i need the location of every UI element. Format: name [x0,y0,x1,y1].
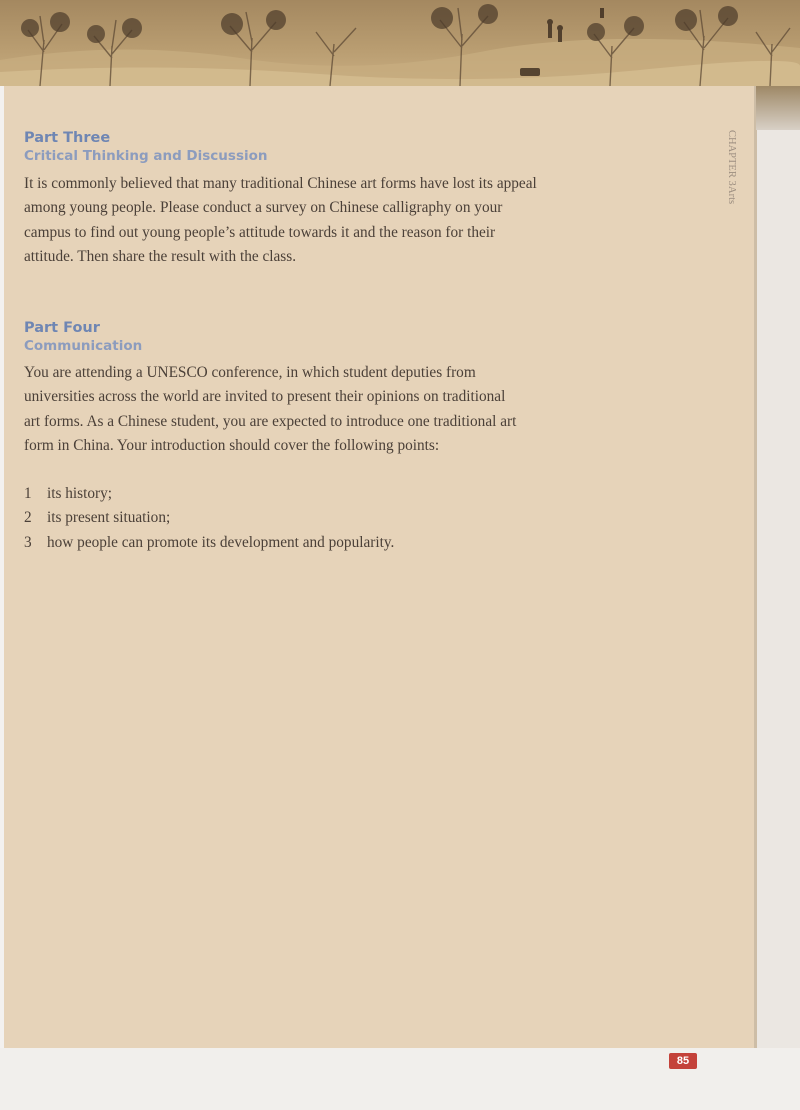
landscape-painting-banner [0,0,800,86]
list-item-number: 1 [24,485,32,502]
list-item [24,506,394,530]
list-item-text: its history; [47,485,113,502]
page-number-badge: 85 [669,1053,697,1069]
page-fold-shadow [754,86,757,1048]
part-three-heading: Part Three [24,130,111,146]
list-item-number: 2 [24,509,32,527]
part-four-paragraph: You are attending a UNESCO conference, in which student deputies from universities across the world are invited to present their opinions on traditional art forms. As a Chinese student, you are expected to introduce one traditional art form in China. Your introduction should cover the following points: [24,364,517,455]
list-item-text: how people can promote its development and popularity. [47,533,395,551]
part-four-subheading: Communication [24,338,143,354]
painting-illustration [0,0,800,86]
list-item-number: 3 [24,533,32,551]
chapter-title: Arts [726,185,737,204]
list-item-text: its present situation; [47,509,171,527]
part-three-paragraph: It is commonly believed that many traditional Chinese art forms have lost its appeal among young people. Please conduct a survey on Chinese calligraphy on your campus to find out young people’s attitude towards it and the reason for their attitude. Then share the result with the class. [24,175,537,266]
discussion-points-list [24,482,394,555]
page-margin-strip [756,86,800,1048]
list-item [24,531,394,555]
list-item [24,482,394,506]
part-four-heading: Part Four [24,320,100,336]
chapter-label: CHAPTER 3 [726,130,737,186]
part-three-subheading: Critical Thinking and Discussion [24,148,268,164]
banner-corner-shade [756,86,800,130]
chapter-side-tab [725,130,738,204]
